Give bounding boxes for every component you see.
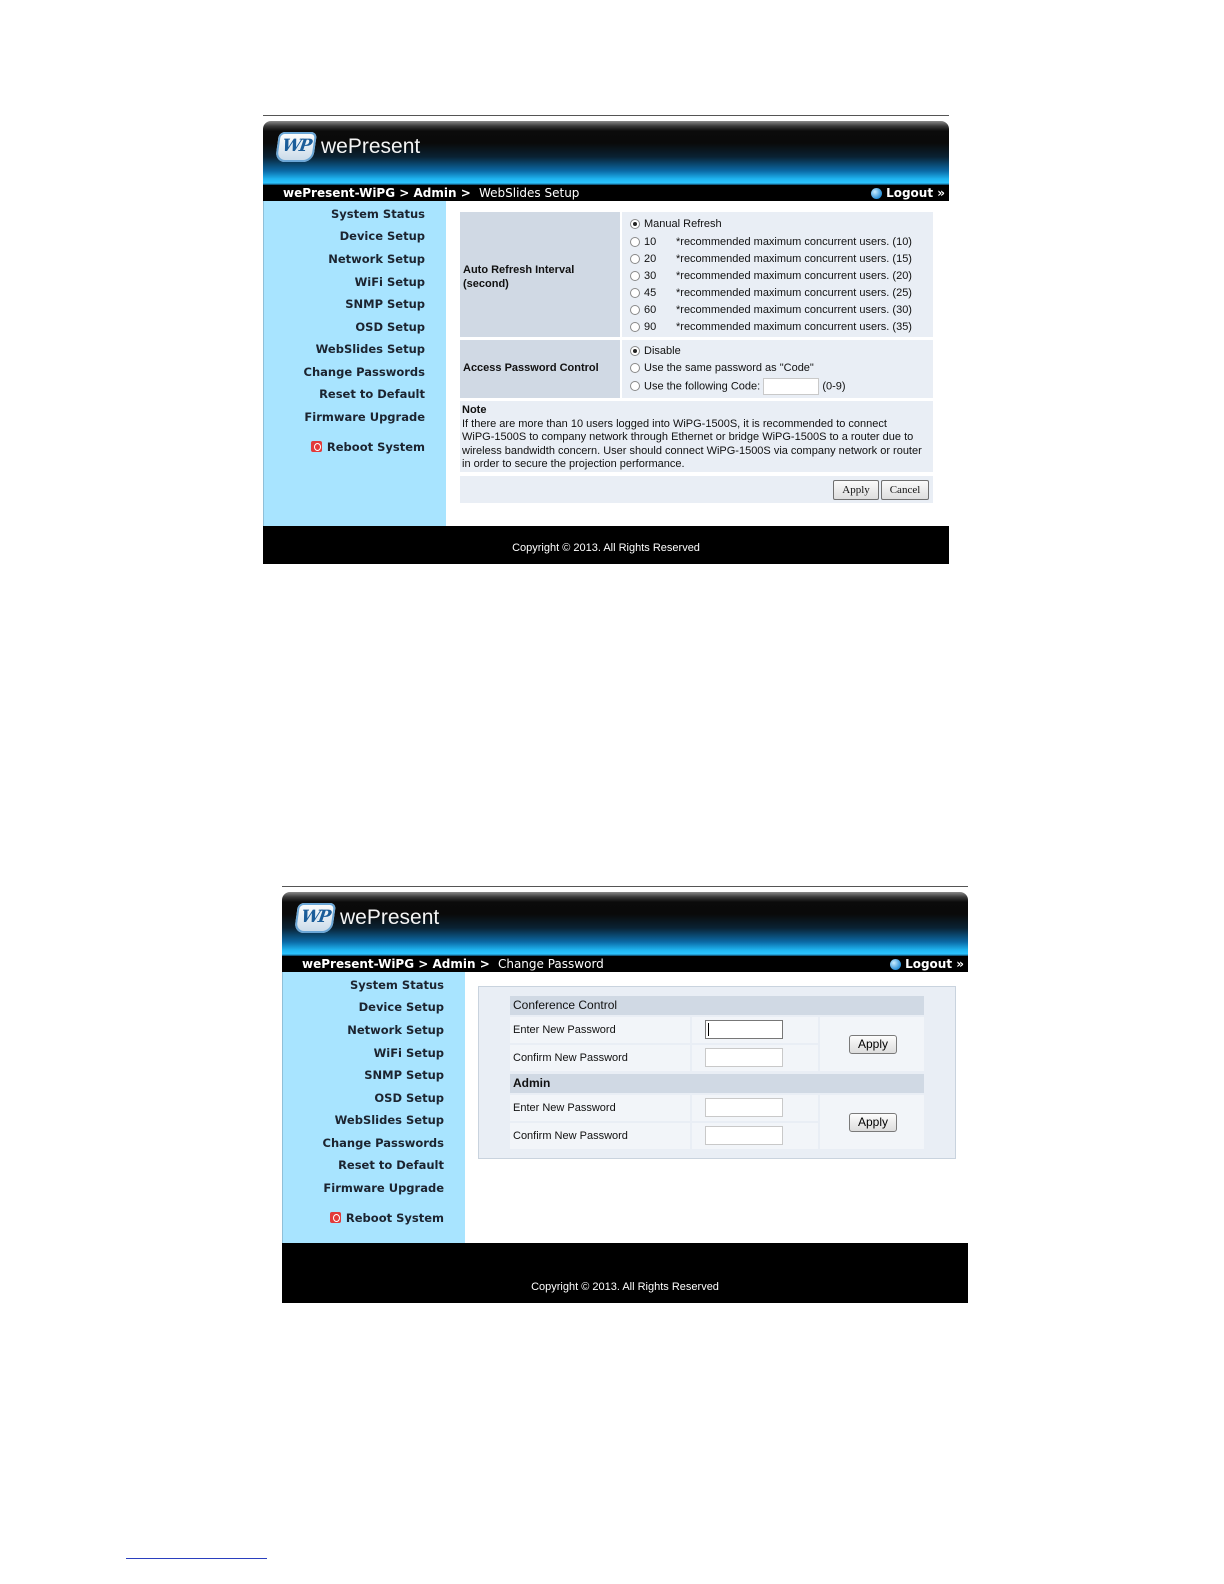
radio-icon[interactable] — [630, 219, 640, 229]
breadcrumb-current: Change Password — [497, 957, 604, 971]
sidebar-item-snmp-setup[interactable]: SNMP Setup — [345, 297, 425, 311]
logout-link[interactable] — [890, 956, 964, 972]
sidebar-item-reset-to-default[interactable]: Reset to Default — [319, 387, 425, 401]
sidebar-item-change-passwords[interactable]: Change Passwords — [303, 365, 425, 379]
logout-icon — [871, 188, 882, 199]
main-content — [465, 972, 968, 1243]
code-input[interactable] — [763, 378, 819, 395]
wepresent-logo-icon: WP — [294, 903, 336, 933]
note-line: WiPG-1500S to company network through Ethernet or bridge WiPG-1500S to a router due to — [462, 431, 914, 443]
disable-label: Disable — [644, 345, 681, 357]
auto-refresh-options — [622, 212, 933, 337]
top-divider — [263, 115, 949, 116]
auto-refresh-label-text: Auto Refresh Interval (second) — [463, 264, 575, 290]
refresh-value: 60 — [644, 304, 657, 316]
breadcrumb-bar — [263, 185, 949, 201]
breadcrumb-section[interactable]: Admin > — [432, 957, 490, 971]
sidebar-item-reboot-system[interactable] — [311, 440, 425, 454]
conference-new-row — [510, 1017, 690, 1043]
option-refresh-45[interactable] — [630, 287, 912, 299]
auto-refresh-label — [460, 212, 620, 337]
logout-label: Logout » — [886, 186, 945, 200]
refresh-hint: *recommended maximum concurrent users. (15) — [676, 253, 912, 265]
breadcrumb — [302, 956, 604, 972]
sidebar — [263, 201, 446, 526]
footer — [263, 526, 949, 564]
logout-link[interactable] — [871, 185, 945, 201]
reboot-label: Reboot System — [326, 440, 425, 454]
option-refresh-10[interactable] — [630, 236, 912, 248]
code-range: (0-9) — [822, 380, 846, 393]
breadcrumb-bar — [282, 956, 968, 972]
radio-icon[interactable] — [630, 254, 640, 264]
manual-refresh-label: Manual Refresh — [644, 218, 722, 230]
sidebar-item-osd-setup[interactable]: OSD Setup — [374, 1091, 444, 1105]
conference-apply-button[interactable]: Apply — [849, 1035, 897, 1054]
apply-button[interactable]: Apply — [833, 480, 879, 500]
sidebar-item-network-setup[interactable]: Network Setup — [328, 252, 425, 266]
option-following-code[interactable] — [630, 378, 846, 395]
sidebar-item-network-setup[interactable]: Network Setup — [347, 1023, 444, 1037]
admin-new-row — [510, 1095, 690, 1121]
note-line: If there are more than 10 users logged into WiPG-1500S, it is recommended to connect — [462, 417, 887, 430]
option-manual-refresh[interactable] — [630, 218, 722, 230]
sidebar-item-device-setup[interactable]: Device Setup — [358, 1000, 444, 1014]
access-password-options — [622, 340, 933, 398]
sidebar-item-firmware-upgrade[interactable]: Firmware Upgrade — [323, 1181, 444, 1195]
logout-label: Logout » — [905, 957, 964, 971]
sidebar-item-change-passwords[interactable]: Change Passwords — [322, 1136, 444, 1150]
admin-header — [510, 1074, 924, 1093]
option-refresh-30[interactable] — [630, 270, 912, 282]
conference-control-header — [510, 996, 924, 1015]
admin-title: Admin — [513, 1076, 551, 1090]
change-password-screenshot — [282, 886, 968, 1304]
note-box — [460, 401, 933, 472]
refresh-hint: *recommended maximum concurrent users. (20) — [676, 270, 912, 282]
refresh-value: 90 — [644, 321, 657, 333]
sidebar-item-wifi-setup[interactable]: WiFi Setup — [354, 275, 425, 289]
refresh-hint: *recommended maximum concurrent users. (30) — [676, 304, 912, 316]
power-icon — [311, 441, 322, 452]
breadcrumb-root[interactable]: wePresent-WiPG > — [283, 186, 410, 200]
refresh-value: 45 — [644, 287, 657, 299]
logout-icon — [890, 959, 901, 970]
main-content — [446, 201, 949, 526]
sidebar-item-system-status[interactable]: System Status — [331, 207, 425, 221]
access-password-label — [460, 340, 620, 398]
admin-apply-button[interactable]: Apply — [849, 1113, 897, 1132]
refresh-hint: *recommended maximum concurrent users. (35) — [676, 321, 912, 333]
admin-confirm-password-input[interactable] — [705, 1126, 783, 1145]
refresh-value: 20 — [644, 253, 657, 265]
admin-new-label: Enter New Password — [513, 1102, 616, 1114]
radio-icon[interactable] — [630, 271, 640, 281]
header-banner — [282, 892, 968, 956]
conference-confirm-password-input[interactable] — [705, 1048, 783, 1067]
brand-name: wePresent — [340, 906, 440, 929]
radio-icon[interactable] — [630, 346, 640, 356]
note-title: Note — [462, 404, 487, 416]
text-cursor — [708, 1023, 709, 1036]
following-code-label: Use the following Code: — [644, 380, 761, 393]
brand-name: wePresent — [321, 135, 421, 158]
sidebar-item-wifi-setup[interactable]: WiFi Setup — [373, 1046, 444, 1060]
sidebar-item-firmware-upgrade[interactable]: Firmware Upgrade — [304, 410, 425, 424]
option-same-password[interactable] — [630, 362, 814, 374]
sidebar-item-snmp-setup[interactable]: SNMP Setup — [364, 1068, 444, 1082]
footnote-divider — [126, 1558, 267, 1559]
refresh-value: 10 — [644, 236, 657, 248]
radio-icon[interactable] — [630, 363, 640, 373]
admin-confirm-row — [510, 1123, 690, 1149]
breadcrumb-section[interactable]: Admin > — [413, 186, 471, 200]
reboot-label: Reboot System — [345, 1211, 444, 1225]
conference-new-password-input[interactable] — [705, 1020, 783, 1039]
radio-icon[interactable] — [630, 288, 640, 298]
sidebar-item-device-setup[interactable]: Device Setup — [339, 229, 425, 243]
top-divider — [282, 886, 968, 887]
conference-control-title: Conference Control — [513, 998, 618, 1012]
sidebar-item-reset-to-default[interactable]: Reset to Default — [338, 1158, 444, 1172]
note-line: wireless bandwidth concern. User should connect WiPG-1500S via company network or router — [462, 444, 922, 457]
option-refresh-60[interactable] — [630, 304, 912, 316]
same-password-label: Use the same password as "Code" — [644, 362, 814, 374]
sidebar-item-system-status[interactable]: System Status — [350, 978, 444, 992]
sidebar-item-webslides-setup[interactable]: WebSlides Setup — [315, 342, 425, 356]
radio-icon[interactable] — [630, 322, 640, 332]
admin-new-password-input[interactable] — [705, 1098, 783, 1117]
wepresent-logo-icon: WP — [275, 132, 317, 162]
conference-confirm-label: Confirm New Password — [513, 1052, 628, 1064]
refresh-hint: *recommended maximum concurrent users. (10) — [676, 236, 912, 248]
sidebar — [282, 972, 465, 1243]
conference-confirm-row — [510, 1045, 690, 1071]
breadcrumb-root[interactable]: wePresent-WiPG > — [302, 957, 429, 971]
option-refresh-20[interactable] — [630, 253, 912, 265]
breadcrumb-current: WebSlides Setup — [478, 186, 580, 200]
option-refresh-90[interactable] — [630, 321, 912, 333]
admin-confirm-label: Confirm New Password — [513, 1130, 628, 1142]
footer — [282, 1243, 968, 1303]
power-icon — [330, 1212, 341, 1223]
copyright: Copyright © 2013. All Rights Reserved — [512, 542, 700, 554]
breadcrumb — [283, 185, 579, 201]
conference-new-label: Enter New Password — [513, 1024, 616, 1036]
copyright: Copyright © 2013. All Rights Reserved — [531, 1281, 719, 1293]
sidebar-item-webslides-setup[interactable]: WebSlides Setup — [334, 1113, 444, 1127]
header-banner — [263, 121, 949, 185]
sidebar-item-osd-setup[interactable]: OSD Setup — [355, 320, 425, 334]
webslides-screenshot — [263, 115, 949, 565]
sidebar-item-reboot-system[interactable] — [330, 1211, 444, 1225]
cancel-button[interactable]: Cancel — [881, 480, 929, 500]
radio-icon[interactable] — [630, 381, 640, 391]
access-password-label-text: Access Password Control — [463, 362, 599, 374]
option-disable[interactable] — [630, 345, 681, 357]
refresh-hint: *recommended maximum concurrent users. (25) — [676, 287, 912, 299]
refresh-value: 30 — [644, 270, 657, 282]
radio-icon[interactable] — [630, 237, 640, 247]
radio-icon[interactable] — [630, 305, 640, 315]
note-line: in order to secure the projection performance. — [462, 458, 685, 470]
